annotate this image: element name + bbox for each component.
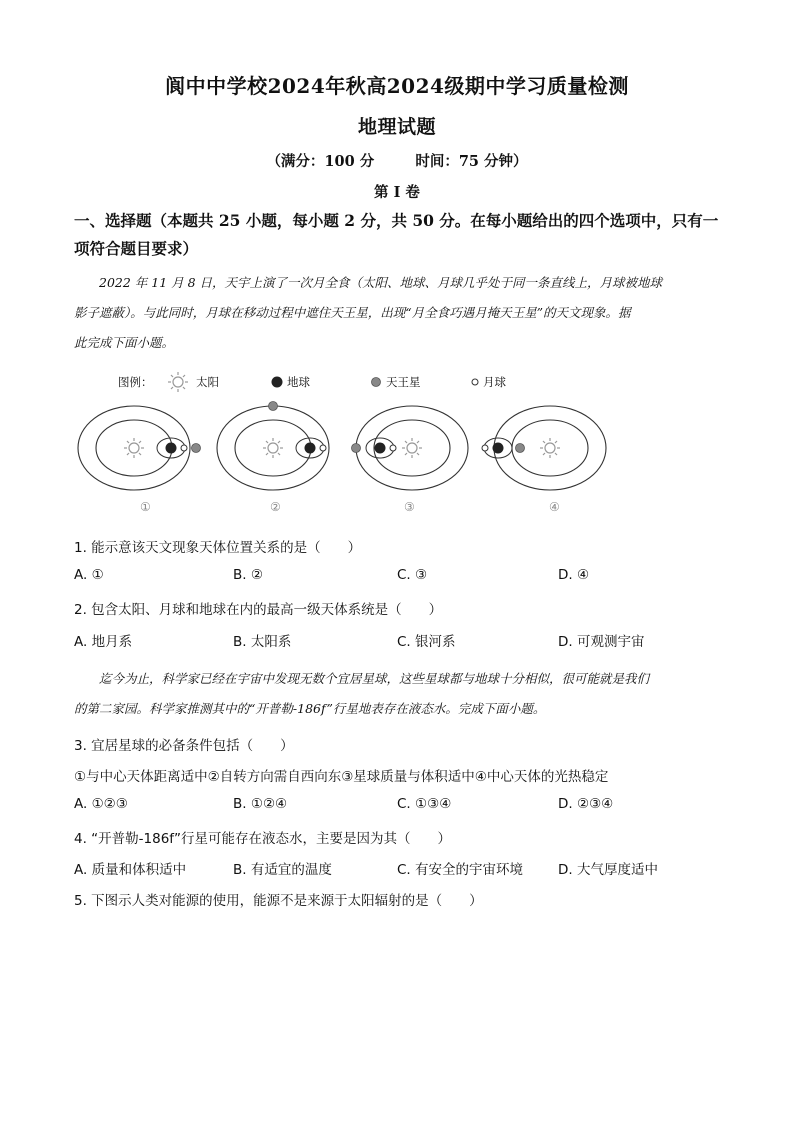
option-q2-b[interactable]: B. 太阳系	[233, 634, 292, 650]
legend-moon-icon	[472, 379, 478, 385]
question-1-stem: 1. 能示意该天文现象天体位置关系的是（ ）	[74, 540, 362, 556]
volume-label: 第 I 卷	[374, 184, 420, 201]
option-q1-b[interactable]: B. ②	[233, 567, 263, 583]
exam-info	[0, 150, 794, 171]
legend-uranus-icon	[372, 378, 381, 387]
passage-1	[74, 268, 724, 358]
passage-2	[74, 664, 724, 724]
caption-1: ①	[140, 500, 151, 514]
caption-3: ③	[404, 500, 415, 514]
option-q1-c[interactable]: C. ③	[397, 567, 428, 583]
question-5-stem: 5. 下图示人类对能源的使用，能源不是来源于太阳辐射的是（ ）	[74, 893, 483, 909]
question-4-stem: 4. “开普勒-186f”行星可能存在液态水，主要是因为其（ ）	[74, 831, 452, 847]
section-heading-line1: 一、选择题（本题共 25 小题，每小题 2 分，共 50 分。在每小题给出的四个选项中，只有一	[74, 211, 719, 230]
passage-1-line1: 2022 年 11 月 8 日，天宇上演了一次月全食（太阳、地球、月球几乎处于同一条直线上，月球被地球	[99, 275, 663, 290]
passage-1-line3: 此完成下面小题。	[74, 335, 175, 350]
option-q3-a[interactable]: A. ①②③	[74, 796, 128, 812]
option-q4-a[interactable]: A. 质量和体积适中	[74, 862, 187, 878]
option-q3-d[interactable]: D. ②③④	[558, 796, 614, 812]
legend-label: 图例：	[118, 375, 153, 389]
option-q3-b[interactable]: B. ①②④	[233, 796, 288, 812]
legend-moon: 月球	[483, 375, 506, 389]
orbit-figure	[74, 368, 634, 518]
exam-time: 时间：75 分钟）	[415, 153, 528, 170]
legend-sun: 太阳	[196, 375, 219, 389]
subject-title: 地理试题	[357, 116, 436, 138]
diagram-3	[352, 406, 469, 514]
option-q1-a[interactable]: A. ①	[74, 567, 104, 583]
legend-uranus: 天王星	[386, 375, 421, 389]
exam-title: 阆中中学校2024年秋高2024级期中学习质量检测	[165, 74, 629, 98]
diagram-4	[482, 406, 606, 514]
question-2-stem: 2. 包含太阳、月球和地球在内的最高一级天体系统是（ ）	[74, 602, 443, 618]
diagram-2	[217, 402, 329, 515]
option-q2-a[interactable]: A. 地月系	[74, 634, 133, 650]
option-q2-c[interactable]: C. 银河系	[397, 634, 456, 650]
caption-4: ④	[549, 500, 560, 514]
diagram-1	[78, 406, 201, 514]
legend-sun-icon	[168, 372, 188, 392]
option-q3-c[interactable]: C. ①③④	[397, 796, 452, 812]
question-3-conditions: ①与中心天体距离适中②自转方向需自西向东③星球质量与体积适中④中心天体的光热稳定	[74, 769, 609, 785]
section-heading-line2: 项符合题目要求）	[74, 239, 199, 258]
legend-earth: 地球	[287, 375, 310, 389]
full-score: （满分：100 分	[266, 153, 375, 170]
option-q1-d[interactable]: D. ④	[558, 567, 590, 583]
legend-earth-icon	[272, 377, 283, 388]
section-heading	[74, 207, 724, 263]
passage-2-line1: 迄今为止，科学家已经在宇宙中发现无数个宜居星球，这些星球都与地球十分相似，很可能就是我们	[99, 671, 650, 686]
question-3-stem: 3. 宜居星球的必备条件包括（ ）	[74, 738, 294, 754]
option-q4-c[interactable]: C. 有安全的宇宙环境	[397, 862, 524, 878]
option-q2-d[interactable]: D. 可观测宇宙	[558, 634, 645, 650]
option-q4-b[interactable]: B. 有适宜的温度	[233, 862, 332, 878]
option-q4-d[interactable]: D. 大气厚度适中	[558, 862, 658, 878]
passage-2-line2: 的第二家园。科学家推测其中的“开普勒-186f”行星地表存在液态水。完成下面小题。	[74, 701, 546, 716]
passage-1-line2: 影子遮蔽）。与此同时，月球在移动过程中遮住天王星，出现“月全食巧遇月掩天王星”的天文现象。据	[74, 305, 631, 320]
caption-2: ②	[270, 500, 281, 514]
